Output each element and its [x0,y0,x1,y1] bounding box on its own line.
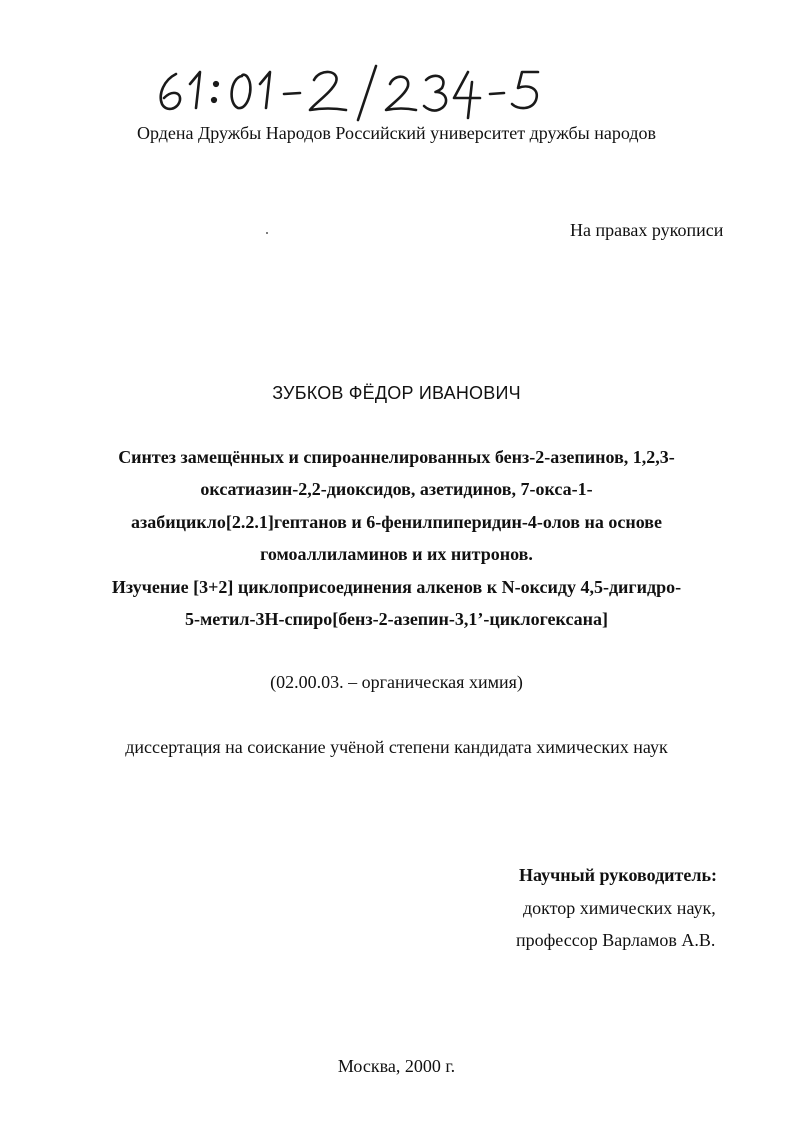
title-line-2: оксатиазин-2,2-диоксидов, азетидинов, 7-окса-1- [200,479,593,499]
archive-number-handwritten [150,58,550,128]
place-and-year: Москва, 2000 г. [337,1056,456,1076]
title-line-5: Изучение [3+2] циклоприсоединения алкенов к N-оксиду 4,5-дигидро- [111,577,682,597]
scan-speck [266,232,268,234]
degree-statement: диссертация на соискание учёной степени кандидата химических наук [125,737,668,757]
title-line-3: азабицикло[2.2.1]гептанов и 6-фенилпиперидин-4-олов на основе [131,512,662,532]
title-line-4: гомоаллиламинов и их нитронов. [260,544,533,564]
supervisor-degree: доктор химических наук, [523,898,716,918]
university-name: Ордена Дружбы Народов Российский университет дружбы народов [136,123,657,143]
title-line-1: Синтез замещённых и спироаннелированных бенз-2-азепинов, 1,2,3- [118,447,675,467]
supervisor-name: профессор Варламов А.В. [516,930,716,950]
author-name: ЗУБКОВ ФЁДОР ИВАНОВИЧ [272,383,521,403]
handwritten-archive-number [150,58,550,128]
manuscript-rights-note: На правах рукописи [570,220,724,240]
supervisor-heading: Научный руководитель: [519,865,717,885]
title-line-6: 5-метил-3H-спиро[бенз-2-азепин-3,1’-циклогексана] [184,609,609,629]
specialty-code: (02.00.03. – органическая химия) [270,672,523,692]
